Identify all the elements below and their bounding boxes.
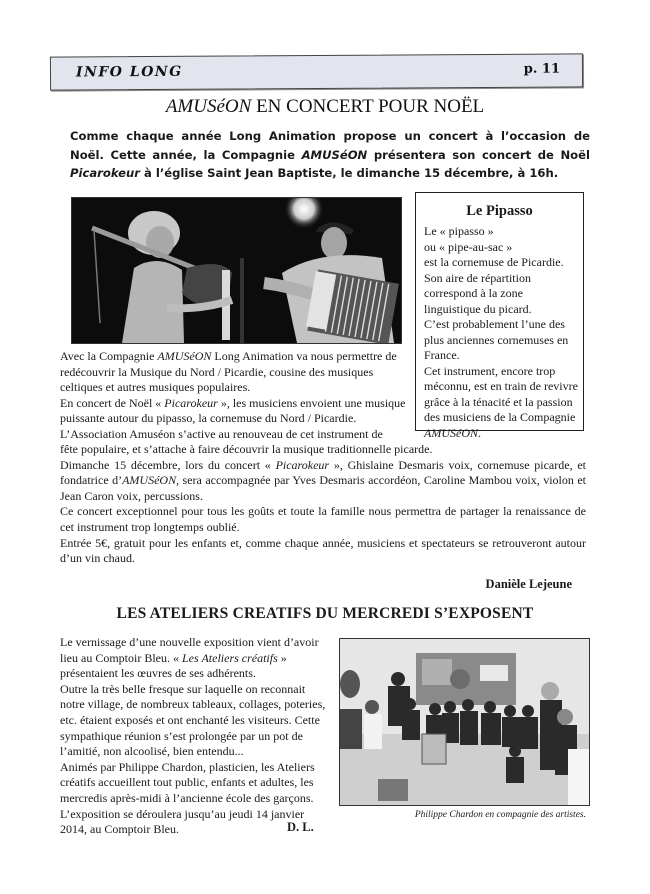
article2-title: LES ATELIERS CREATIFS DU MERCREDI S’EXPOSENT (116, 605, 534, 622)
photo-caption: Philippe Chardon en compagnie des artistes. (414, 810, 586, 820)
pipasso-line (424, 364, 579, 442)
pipasso-line: C’est probablement l’une des plus anciennes cornemuses en France. (424, 317, 569, 362)
article1-title (0, 96, 650, 118)
pipasso-line: Le « pipasso » (424, 224, 494, 238)
article2-paragraph: Animés par Philippe Chardon, plasticien, les Ateliers créatifs accueillent tout public, enfants et adultes, les mercredis après-midi à l’ancienne école des garçons. (60, 759, 315, 805)
section-title: INFO LONG (75, 63, 183, 81)
article1-paragraph (60, 396, 408, 427)
musicians-photo (71, 197, 402, 344)
article1-paragraph: fête populaire, et s’attache à faire découvrir la musique traditionnelle picarde. (60, 442, 433, 456)
page-header-bar (50, 53, 583, 90)
body-text: Dimanche 15 décembre, lors du concert « (60, 457, 276, 472)
article2-signature: D. L. (287, 820, 314, 834)
pipasso-text: Cet instrument, encore trop méconnu, est en train de revivre grâce à la ténacité et la passion des musiciens de la Compagnie (424, 363, 578, 424)
body-text: » présentaient les œuvres de ses adhérents. (60, 650, 287, 681)
body-text: Long Animation va nous permettre de redécouvrir la Musique du Nord / Picardie, cousine des musiques celtiques et autres musiques populaires. (60, 349, 397, 395)
intro-brand: AMUSéON (301, 147, 368, 162)
article1-body-wide (60, 442, 586, 567)
article1-title-rest: EN CONCERT POUR NOËL (251, 96, 485, 117)
photo-group-icon (340, 639, 589, 805)
body-brand: AMUSéON (122, 473, 177, 488)
article2-paragraph (60, 635, 332, 682)
intro-text: à l’église Saint Jean Baptiste, le dimanche 15 décembre, à 16h. (139, 166, 559, 180)
pipasso-box-title: Le Pipasso (466, 203, 533, 219)
pipasso-box-body (424, 224, 579, 441)
article1-paragraph: Ce concert exceptionnel pour tous les goûts et toute la famille nous permettra de partager la renaissance de cet instrument trop longtemps oublié. (60, 504, 586, 534)
body-text: En concert de Noël « (60, 395, 165, 410)
article1-paragraph (60, 349, 408, 396)
pipasso-text: . (478, 425, 481, 440)
body-show-name: Picarokeur (275, 457, 330, 472)
body-text: », les musiciens envoient une musique puissante autour du pipasso, la cornemuse du Nord / Picardie. (60, 395, 406, 426)
pipasso-line: est la cornemuse de Picardie. Son aire de répartition correspond à la zone linguistique du picard. (424, 255, 564, 316)
pipasso-info-box (415, 192, 584, 440)
body-brand: AMUSéON (157, 349, 212, 363)
body-text: Le vernissage d’une nouvelle exposition vient d’avoir lieu au Comptoir Bleu. « (60, 635, 319, 665)
artists-group-photo (339, 638, 590, 806)
body-show-name: Picarokeur (164, 395, 218, 410)
intro-show-name: Picarokeur (70, 166, 140, 180)
pipasso-line: ou « pipe-au-sac » (424, 239, 513, 254)
photo-musicians-icon (72, 198, 401, 343)
article1-paragraph: Entrée 5€, gratuit pour les enfants et, comme chaque année, musiciens et spectateurs se retrouveront autour d’un vin chaud. (60, 535, 586, 566)
article2-paragraph: Outre la très belle fresque sur laquelle on reconnait notre village, de nombreux tableaux, collages, poteries, etc. étaient exposés et ont enchanté les visiteurs. Cette sympathique réunion s’est prolongée par un pot de l’amitié, non alcoolisé, bien entendu... (60, 681, 326, 759)
article1-body-narrow (60, 349, 408, 443)
article1-intro (70, 127, 590, 183)
body-text: Avec la Compagnie (60, 349, 158, 363)
body-text: , sera accompagnée par Yves Desmaris accordéon, Caroline Mambou voix, violon et Jean Caron voix, percussions. (60, 473, 586, 503)
intro-text: Comme chaque année Long Animation propose un concert à l’occasion de Noël. Cette année, la Compagnie (70, 129, 590, 162)
page-number: p. 11 (523, 61, 561, 77)
article1-paragraph (60, 458, 586, 505)
body-italic: Les Ateliers créatifs (182, 650, 278, 665)
article1-paragraph: L’Association Amuséon s’active au renouveau de cet instrument de (60, 426, 383, 441)
intro-text: présentera son concert de Noël (367, 147, 590, 162)
pipasso-brand: AMUSéON (424, 425, 478, 440)
article1-signature: Danièle Lejeune (485, 577, 572, 591)
article2-body (60, 635, 332, 838)
article1-title-brand: AMUSéON (165, 96, 252, 117)
article2-paragraph: L’exposition se déroulera jusqu’au jeudi 14 janvier 2014, au Comptoir Bleu. (60, 806, 305, 837)
body-text: », Ghislaine Desmaris voix, cornemuse picarde, et fondatrice d’ (60, 457, 587, 488)
